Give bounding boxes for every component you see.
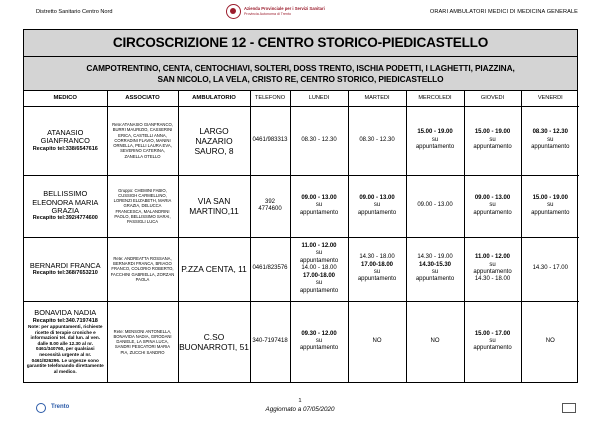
table-row bbox=[24, 175, 579, 237]
clinic-address bbox=[178, 301, 250, 382]
trentino-logo-label: Trento bbox=[51, 404, 70, 410]
tuesday-hours: NO bbox=[348, 301, 406, 382]
hours-range: 08.30 - 12.30 bbox=[532, 129, 568, 136]
address-line: VIA SAN bbox=[197, 196, 231, 206]
friday-hours: 14.30 - 17.00 bbox=[521, 237, 579, 301]
hours-note: su bbox=[547, 136, 554, 143]
thursday-hours bbox=[464, 106, 521, 175]
tuesday-hours bbox=[348, 237, 406, 301]
doctor-name: GIANFRANCO bbox=[40, 136, 90, 146]
col-telefono: TELEFONO bbox=[250, 91, 290, 106]
hours-note: appuntamento bbox=[415, 276, 455, 283]
hours-note: appuntamento bbox=[473, 144, 512, 151]
hours-range: 14.30-15.30 bbox=[418, 261, 452, 268]
address-line: MARTINO,11 bbox=[189, 206, 239, 216]
doctor-name: GRAZIA bbox=[51, 206, 79, 215]
schedule-table bbox=[24, 91, 579, 382]
table-row bbox=[24, 237, 579, 301]
hours-note: su bbox=[431, 269, 439, 275]
address-line: LARGO bbox=[199, 125, 229, 136]
hours-range: 15.00 - 19.00 bbox=[474, 129, 511, 136]
address-line: SAURO, 8 bbox=[194, 145, 234, 156]
monday-hours bbox=[290, 237, 348, 301]
col-giovedi: GIOVEDI bbox=[464, 91, 521, 106]
doctor-phone: Recapito tel:340.7197418 bbox=[32, 317, 98, 324]
phone-line: 392 bbox=[264, 198, 275, 205]
page-number: 1 bbox=[298, 398, 302, 404]
col-medico: MEDICO bbox=[24, 91, 107, 106]
wednesday-hours bbox=[406, 106, 464, 175]
doctor-name: BERNARDI FRANCA bbox=[29, 260, 101, 270]
hours-note: su bbox=[547, 202, 554, 209]
hours-note: appuntamento bbox=[299, 345, 339, 352]
hours-note: su bbox=[315, 338, 323, 345]
hours-note: su bbox=[431, 136, 439, 143]
hours-note: appuntamento bbox=[299, 209, 339, 216]
col-associato: ASSOCIATO bbox=[107, 91, 178, 106]
hours-note: appuntamento bbox=[415, 144, 455, 151]
clinic-address: P.ZZA CENTA, 11 bbox=[178, 237, 250, 301]
monday-hours bbox=[290, 301, 348, 382]
page-title: CIRCOSCRIZIONE 12 - CENTRO STORICO-PIEDICASTELLO bbox=[24, 30, 577, 57]
hours-note: appuntamento bbox=[299, 287, 339, 294]
friday-hours: NO bbox=[521, 301, 579, 382]
hours-note: appuntamento bbox=[473, 209, 512, 216]
hours-note: su bbox=[373, 269, 381, 275]
apss-logo bbox=[226, 4, 326, 20]
wednesday-hours: NO bbox=[406, 301, 464, 382]
address-line: C.SO bbox=[203, 331, 225, 342]
apss-logo-icon bbox=[226, 4, 241, 19]
doctor-name: ELEONORA MARIA bbox=[32, 197, 99, 207]
doctor-name: BONAVIDA NADIA bbox=[34, 308, 97, 318]
tuesday-hours bbox=[348, 175, 406, 237]
hours-note: su bbox=[315, 280, 323, 287]
col-martedi: MARTEDI bbox=[348, 91, 406, 106]
hours-note: su bbox=[489, 136, 496, 143]
hours-note: su bbox=[489, 261, 496, 268]
table-header-row bbox=[24, 91, 579, 106]
district-label: Distretto Sanitario Centro Nord bbox=[36, 9, 113, 15]
hours-range: 15.00 - 19.00 bbox=[532, 194, 568, 201]
clinic-address bbox=[178, 106, 250, 175]
hours-note: appuntamento bbox=[299, 257, 339, 264]
thursday-hours bbox=[464, 175, 521, 237]
wednesday-hours bbox=[406, 237, 464, 301]
tuesday-hours: 08.30 - 12.30 bbox=[348, 106, 406, 175]
col-ambulatorio: AMBULATORIO bbox=[178, 91, 250, 106]
monday-hours: 08.30 - 12.30 bbox=[290, 106, 348, 175]
hours-range: 15.00 - 17.00 bbox=[474, 330, 511, 337]
thursday-hours bbox=[464, 237, 521, 301]
associate-cell: Rete: MENSONI ANTONELLA, BONAVIDA NADIA, GIRODANI DANIELE, LA SPINA LUCA, SANDRI PESCATORI MARIA PIA, ZUCCHI SANDRO bbox=[107, 301, 178, 382]
doctor-phone: Recapito tel:368/7653210 bbox=[32, 270, 98, 276]
doctor-cell bbox=[24, 106, 107, 175]
phone-line: 4774600 bbox=[258, 206, 282, 212]
document-heading: ORARI AMBULATORI MEDICI DI MEDICINA GENERALE bbox=[429, 9, 578, 15]
thursday-hours bbox=[464, 301, 521, 382]
address-line: BUONARROTI, 51 bbox=[179, 341, 249, 352]
friday-hours bbox=[521, 106, 579, 175]
hours-note: su bbox=[315, 250, 323, 257]
doctor-name: BELLISSIMO bbox=[43, 189, 88, 199]
areas-line-2: SAN NICOLO, LA VELA, CRISTO RE, CENTRO STORICO, PIEDICASTELLO bbox=[157, 73, 444, 84]
hours-range: 17.00-18.00 bbox=[302, 272, 336, 279]
clinic-phone bbox=[250, 175, 290, 237]
areas-subtitle bbox=[24, 57, 577, 91]
hours-range: 11.00 - 12.00 bbox=[474, 254, 511, 261]
logo-line-1: Azienda Provinciale per i Servizi Sanitari bbox=[244, 6, 325, 11]
wednesday-hours: 09.00 - 13.00 bbox=[406, 175, 464, 237]
hours-note: appuntamento bbox=[531, 209, 570, 216]
associate-cell: Rete:ATANASIO GIANFRANCO, BURRI MAURIZIO, CASSERINI ERICA, CASTELLI ANNA, CORRADINI FLAVIO, MANINI ORNELLA, PELLI LAURA EVA, SEVERINO CATERINA, ZANELLA OTELLO bbox=[107, 106, 178, 175]
hours-note: appuntamento bbox=[357, 209, 397, 216]
hours-note: su bbox=[373, 202, 381, 209]
hours-range: 14.30 - 19.00 bbox=[417, 254, 453, 261]
table-row bbox=[24, 106, 579, 175]
logo-line-2: Provincia Autonoma di Trento bbox=[244, 12, 291, 16]
col-venerdi: VENERDI bbox=[521, 91, 579, 106]
doctor-name: ATANASIO bbox=[47, 127, 84, 137]
clinic-phone: 0461/983313 bbox=[250, 106, 290, 175]
hours-note: appuntamento bbox=[473, 269, 512, 275]
doctor-note: Note: per appuntamenti, richieste ricette di terapie croniche e informazioni tel. dal lun. al ven. dalle 8.00 alle 12.30 al nr. 0461/340760, per qualsiasi necessità urgente al nr. 0461/826296. Le urgenze sono garantite telefonando direttamente al medico. bbox=[26, 323, 104, 374]
doctor-phone: Recapito tel:392/4774600 bbox=[32, 215, 98, 222]
hours-note: su bbox=[489, 338, 496, 345]
clinic-phone: 340-7197418 bbox=[250, 301, 290, 382]
apss-footer-logo-icon bbox=[562, 403, 576, 413]
updated-date: Aggiornato a 07/05/2020 bbox=[265, 406, 335, 413]
doctor-phone: Recapito tel:338/6547616 bbox=[32, 145, 98, 152]
friday-hours bbox=[521, 175, 579, 237]
areas-line-1: CAMPOTRENTINO, CENTA, CENTOCHIAVI, SOLTERI, DOSS TRENTO, ISCHIA PODETTI, I LAGHETTI, PIAZZINA, bbox=[86, 63, 515, 73]
col-mercoledi: MERCOLEDI bbox=[406, 91, 464, 106]
schedule-sheet bbox=[23, 29, 578, 383]
hours-range: 09.30 - 12.00 bbox=[301, 330, 337, 337]
hours-range: 14.30 - 18.00 bbox=[359, 254, 395, 261]
hours-range: 17.00-18.00 bbox=[360, 261, 394, 268]
hours-range: 14.00 - 18.00 bbox=[301, 265, 337, 272]
hours-range: 09.00 - 13.00 bbox=[474, 194, 511, 201]
hours-note: appuntamento bbox=[531, 144, 570, 151]
table-row bbox=[24, 301, 579, 382]
associate-cell: Gruppo: CHEMINI FABIO, CUSSIGH CARMELLINO, LORENZI ELIZABETH, MARIA GRAZIA, DELUCCA FRANCESCA, MALANDRINI PAOLO, BELLISSIMO SARAI, PASSIGLI LUCA bbox=[107, 175, 178, 237]
hours-note: su bbox=[315, 202, 323, 209]
hours-note: appuntamento bbox=[473, 345, 512, 352]
hours-note: su bbox=[489, 202, 496, 209]
doctor-cell bbox=[24, 175, 107, 237]
hours-range: 15.00 - 19.00 bbox=[417, 129, 453, 136]
hours-range: 11.00 - 12.00 bbox=[301, 243, 337, 250]
hours-note: appuntamento bbox=[357, 276, 397, 283]
associate-cell: Rete: ANDREATTA ROSSANA, BERNARDI FRANCA, BRIAGO FRANCO, COLORIO ROBERTO, FACCHINI GABRIELLA, ZORZAN PAOLA bbox=[107, 237, 178, 301]
hours-range: 09.00 - 13.00 bbox=[301, 194, 337, 201]
hours-range: 14.30 - 18.00 bbox=[474, 276, 511, 283]
clinic-phone: 0461/823576 bbox=[250, 237, 290, 301]
col-lunedi: LUNEDI bbox=[290, 91, 348, 106]
clinic-address bbox=[178, 175, 250, 237]
hours-range: 09.00 - 13.00 bbox=[359, 194, 395, 201]
doctor-cell bbox=[24, 301, 107, 382]
doctor-cell bbox=[24, 237, 107, 301]
monday-hours bbox=[290, 175, 348, 237]
address-line: NAZARIO bbox=[195, 135, 233, 146]
